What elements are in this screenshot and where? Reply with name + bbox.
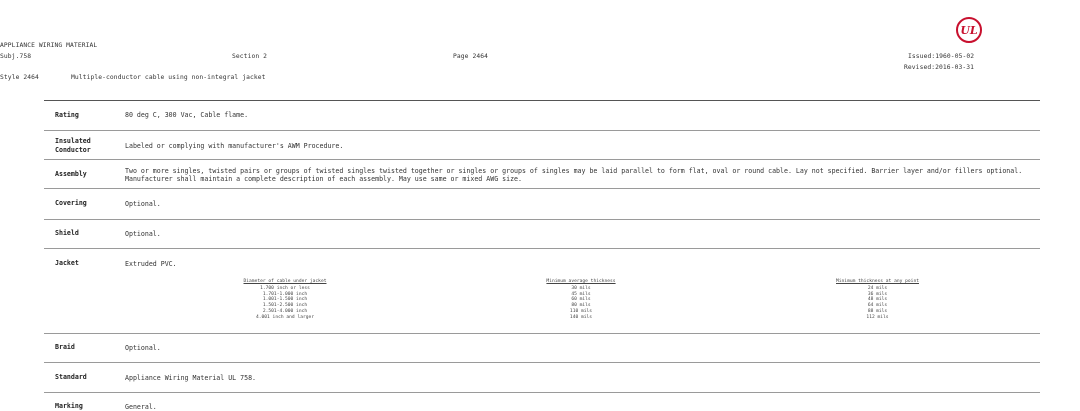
minimum-thickness-column — [815, 279, 940, 321]
jacket-label: Jacket — [55, 259, 79, 267]
marking-value: General. — [125, 403, 157, 411]
minimum-thickness-header: Minimum thickness at any point — [836, 279, 919, 284]
table-cell: 140 mils — [569, 314, 593, 320]
style-number: Style 2464 — [0, 74, 39, 81]
style-description: Multiple-conductor cable using non-integral jacket — [71, 74, 266, 81]
table-cell: 1.001-1.500 inch — [262, 297, 308, 303]
table-top-rule — [44, 100, 1040, 101]
covering-label: Covering — [55, 199, 87, 207]
shield-label: Shield — [55, 229, 79, 237]
row-divider — [44, 362, 1040, 363]
diameter-column — [225, 279, 345, 321]
table-cell: 2.501-4.000 inch — [262, 308, 308, 314]
diameter-header: Diameter of cable under jacket — [243, 279, 327, 284]
jacket-value: Extruded PVC. — [125, 260, 177, 268]
table-cell: 24 mils — [867, 285, 888, 291]
standard-label: Standard — [55, 373, 87, 381]
issued-date: Issued:1960-05-02 — [908, 53, 975, 60]
table-cell: 110 mils — [569, 308, 593, 314]
table-cell: 112 mils — [866, 314, 889, 320]
table-cell: 64 mils — [867, 303, 888, 309]
row-divider — [44, 333, 1040, 334]
covering-value: Optional. — [125, 200, 161, 208]
rating-value: 80 deg C, 300 Vac, Cable flame. — [125, 111, 249, 119]
section-number: Section 2 — [232, 53, 268, 60]
ul-logo-text: UL — [960, 23, 978, 37]
table-cell: 45 mils — [571, 291, 591, 297]
table-cell: 48 mils — [867, 297, 888, 303]
table-cell: 1.700 inch or less — [260, 285, 310, 291]
average-thickness-header: Minimum average thickness — [546, 279, 616, 284]
row-divider — [44, 159, 1040, 160]
table-cell: 36 mils — [867, 291, 888, 297]
assembly-label: Assembly — [55, 170, 87, 178]
braid-value: Optional. — [125, 344, 161, 352]
table-cell: 1.701-1.000 inch — [262, 291, 308, 297]
subject-number: Subj.758 — [0, 53, 32, 60]
rating-label: Rating — [55, 111, 79, 119]
insulated-label-line1: Insulated — [55, 137, 91, 145]
table-cell: 1.501-2.500 inch — [262, 303, 308, 309]
row-divider — [44, 188, 1040, 189]
table-cell: 60 mils — [571, 297, 591, 303]
row-divider — [44, 248, 1040, 249]
table-cell: 4.001 inch and larger — [255, 314, 315, 320]
assembly-value: Two or more singles, twisted pairs or groups of twisted singles twisted together or singles or groups of singles may be laid parallel to form flat, oval or round cable. Lay not specified. Barrier layer and/or fillers optional. Manufacturer shall maintain a complete description of each assembly. May use same or mixed AWG size. — [125, 167, 1023, 183]
row-divider — [44, 392, 1040, 393]
row-divider — [44, 219, 1040, 220]
table-cell: 88 mils — [867, 308, 888, 314]
insulated-value: Labeled or complying with manufacturer's AWM Procedure. — [125, 142, 344, 150]
insulated-label-line2: Conductor — [55, 146, 91, 154]
row-divider — [44, 130, 1040, 131]
shield-value: Optional. — [125, 230, 161, 238]
standard-value: Appliance Wiring Material UL 758. — [125, 374, 257, 382]
average-thickness-column — [521, 279, 641, 321]
document-category: APPLIANCE WIRING MATERIAL — [0, 42, 98, 49]
revised-date: Revised:2016-03-31 — [904, 64, 975, 71]
ul-logo-icon — [956, 17, 982, 43]
page-number: Page 2464 — [453, 53, 489, 60]
table-cell: 80 mils — [571, 303, 591, 309]
marking-label: Marking — [55, 402, 83, 410]
table-cell: 30 mils — [571, 285, 591, 291]
braid-label: Braid — [55, 343, 75, 351]
